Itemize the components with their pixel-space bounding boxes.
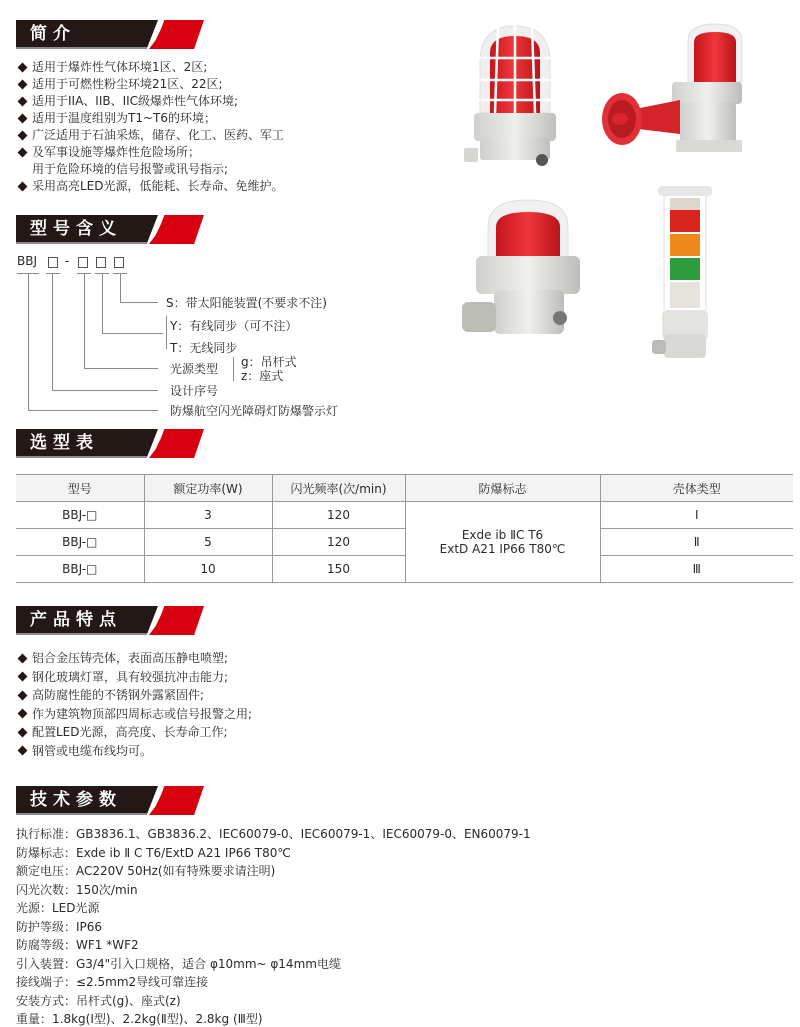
list-item: 适用于爆炸性气体环境1区、2区; xyxy=(17,59,284,76)
cell-power: 10 xyxy=(144,556,272,583)
model-prefix: BBJ xyxy=(17,254,38,268)
diamond-bullet-icon xyxy=(18,690,28,700)
cell-power: 5 xyxy=(144,529,272,556)
diamond-bullet-icon xyxy=(18,63,28,73)
header-accent xyxy=(149,786,204,815)
connector-line xyxy=(28,410,158,411)
table-row xyxy=(16,529,793,556)
label-product-name: 防爆航空闪光障碍灯防爆警示灯 xyxy=(170,404,339,418)
param-row: 接线端子：≤2.5mm2导线可靠连接 xyxy=(16,975,209,989)
list-item: 钢化玻璃灯罩，具有较强抗冲击能力; xyxy=(17,668,252,687)
section-title: 简介 xyxy=(30,24,76,44)
dome-warning-light-image xyxy=(460,192,585,342)
caged-warning-light-image xyxy=(460,18,570,168)
cell-freq: 120 xyxy=(272,502,405,529)
connector-line xyxy=(84,368,158,369)
list-item: 铝合金压铸壳体，表面高压静电喷塑; xyxy=(17,649,252,668)
connector-line xyxy=(120,273,121,302)
ex-mark-line: Exde ib ⅡC T6 xyxy=(461,528,544,542)
list-item: 适用于温度组别为T1~T6的环境； xyxy=(17,110,284,127)
section-header-features xyxy=(16,606,191,635)
connector-line xyxy=(52,273,53,390)
cell-model: BBJ-□ xyxy=(16,556,144,583)
table-header-row xyxy=(16,475,793,502)
param-row: 重量：1.8kg(Ⅰ型)、2.2kg(Ⅱ型)、2.8kg (Ⅲ型) xyxy=(16,1012,263,1026)
list-item: 作为建筑物顶部四周标志或信号报警之用; xyxy=(17,705,252,724)
model-code-diagram xyxy=(0,250,400,425)
param-row: 安装方式：吊杆式(g)、座式(z) xyxy=(16,993,181,1008)
diamond-bullet-icon xyxy=(18,114,28,124)
diamond-bullet-icon xyxy=(18,672,28,682)
section-header-tech xyxy=(16,786,191,815)
param-row: 光源：LED光源 xyxy=(16,901,100,915)
label-t: T：无线同步 xyxy=(170,341,238,355)
param-row: 引入装置：G3/4"引入口规格，适合 φ10mm~ φ14mm电缆 xyxy=(16,956,341,971)
diamond-bullet-icon xyxy=(18,148,28,158)
section-header-intro xyxy=(16,20,191,49)
header-accent xyxy=(149,429,204,458)
col-header: 壳体类型 xyxy=(600,475,793,502)
col-header: 闪光频率(次/min) xyxy=(272,475,405,502)
signal-tower-light-image xyxy=(650,184,720,364)
param-row: 额定电压：AC220V 50Hz(如有特殊要求请注明) xyxy=(16,864,276,878)
connector-line xyxy=(120,302,158,303)
param-row: 执行标准：GB3836.1、GB3836.2、IEC60079-0、IEC60079-1、IEC60079-0、EN60079-1 xyxy=(16,827,531,841)
cell-freq: 150 xyxy=(272,556,405,583)
table-row xyxy=(16,556,793,583)
col-header: 型号 xyxy=(16,475,144,502)
diamond-bullet-icon xyxy=(18,653,28,663)
table-row xyxy=(16,502,793,529)
header-accent xyxy=(149,215,204,244)
connector-line xyxy=(84,273,85,368)
cell-model: BBJ-□ xyxy=(16,502,144,529)
diamond-bullet-icon xyxy=(18,746,28,756)
features-list xyxy=(17,649,252,760)
label-g: g：吊杆式 xyxy=(241,355,297,369)
connector-line xyxy=(102,273,103,333)
label-design-no: 设计序号 xyxy=(170,384,219,398)
list-item: 采用高亮LED光源，低能耗、长寿命、免维护。 xyxy=(17,178,284,195)
list-item: 广泛适用于石油采炼，储存、化工、医药、军工 xyxy=(17,127,284,144)
list-item: 高防腐性能的不锈钢外露紧固件; xyxy=(17,686,252,705)
section-title: 技术参数 xyxy=(30,790,122,810)
code-box xyxy=(114,257,124,268)
connector-line xyxy=(28,273,29,410)
diamond-bullet-icon xyxy=(18,80,28,90)
param-row: 防护等级：IP66 xyxy=(16,919,103,934)
col-header: 额定功率(W) xyxy=(144,475,272,502)
label-s: S：带太阳能装置(不要求不注) xyxy=(166,296,327,310)
section-title: 产品特点 xyxy=(30,610,122,630)
connector-line xyxy=(102,333,163,334)
section-header-model xyxy=(16,215,191,244)
tech-params xyxy=(16,825,531,1027)
diamond-bullet-icon xyxy=(18,182,28,192)
list-item: 适用于可燃性粉尘环境21区、22区; xyxy=(17,76,284,93)
connector-line xyxy=(52,390,158,391)
col-header: 防爆标志 xyxy=(405,475,600,502)
code-box xyxy=(96,257,106,268)
list-item: 配置LED光源，高亮度、长寿命工作; xyxy=(17,723,252,742)
cell-power: 3 xyxy=(144,502,272,529)
diamond-bullet-icon xyxy=(18,727,28,737)
label-y: Y：有线同步（可不注） xyxy=(170,319,298,333)
diamond-bullet-icon xyxy=(18,97,28,107)
cell-shell: Ⅱ xyxy=(600,529,793,556)
warning-light-with-horn-image xyxy=(600,22,745,162)
section-title: 选型表 xyxy=(30,433,99,453)
code-box xyxy=(78,257,88,268)
param-row: 防腐等级：WF1 *WF2 xyxy=(16,938,139,952)
section-header-selection xyxy=(16,429,191,458)
param-row: 闪光次数：150次/min xyxy=(16,882,138,897)
diamond-bullet-icon xyxy=(18,709,28,719)
cell-ex-mark xyxy=(405,502,600,583)
header-accent xyxy=(149,606,204,635)
ex-mark-line: ExtD A21 IP66 T80℃ xyxy=(439,542,566,556)
list-item: 用于危险环境的信号报警或讯号指示; xyxy=(32,162,229,176)
list-item: 及军事设施等爆炸性危险场所； xyxy=(17,144,284,161)
cell-model: BBJ-□ xyxy=(16,529,144,556)
cell-shell: Ⅲ xyxy=(600,556,793,583)
cell-freq: 120 xyxy=(272,529,405,556)
cell-shell: Ⅰ xyxy=(600,502,793,529)
bracket-line xyxy=(166,316,167,349)
bracket-line xyxy=(233,357,234,381)
param-row: 防爆标志：Exde ib Ⅱ C T6/ExtD A21 IP66 T80℃ xyxy=(16,845,291,860)
label-z: z：座式 xyxy=(241,369,284,383)
code-box xyxy=(48,257,58,268)
label-light-source: 光源类型 xyxy=(170,362,219,376)
code-dash: - xyxy=(65,254,70,268)
intro-list xyxy=(17,59,284,195)
list-item: 适用于IIA、IIB、IIC级爆炸性气体环境; xyxy=(17,93,284,110)
section-title: 型号含义 xyxy=(30,219,122,239)
underline xyxy=(46,273,60,274)
diamond-bullet-icon xyxy=(18,131,28,141)
list-item: 钢管或电缆布线均可。 xyxy=(17,742,252,761)
selection-table xyxy=(16,474,793,583)
header-accent xyxy=(149,20,204,49)
